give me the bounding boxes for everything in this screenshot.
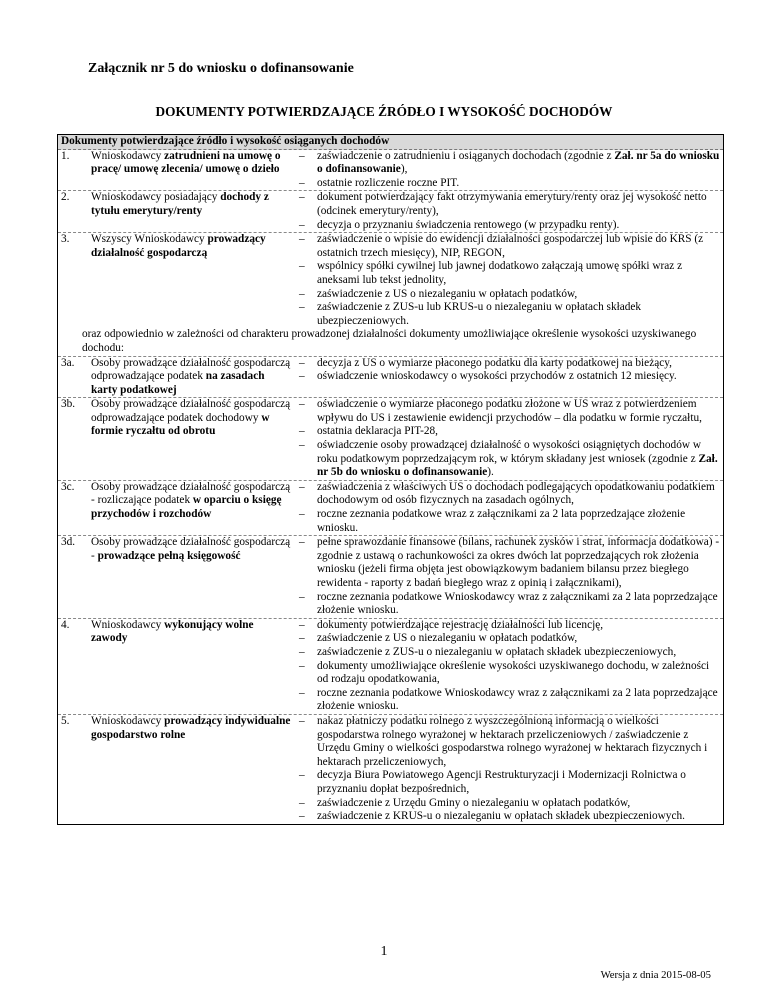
- document-text: zaświadczenie z ZUS-u lub KRUS-u o niezaleganiu w opłatach składek ubezpieczeniowych.: [317, 301, 642, 327]
- row-subject: [91, 191, 295, 232]
- document-text: oświadczenie o wymiarze płaconego podatku złożone w US wraz z potwierdzeniem wpływu do US i zestawienie ewidencji przychodów – dla podatku w formie ryczałtu,: [317, 398, 702, 424]
- subject-text: Wnioskodawcy posiadający: [91, 191, 221, 204]
- document-text: roczne zeznania podatkowe Wnioskodawcy wraz z załącznikami za 2 lata poprzedzające złożenie wniosku.: [317, 686, 718, 713]
- subject-text: Wszyscy Wnioskodawcy: [91, 233, 208, 246]
- subject-text: Osoby prowadzące działalność gospodarczą - rozliczające podatek: [91, 480, 291, 507]
- document-text: pełne sprawozdanie finansowe (bilans, rachunek zysków i strat, informacja dodatkowa) - zgodnie z ustawą o rachunkowości za okres dwóch lat poprzedzających rok złożenia wniosku (jeżeli firma objęta jest obowiązkowym badaniem bilansu przez biegłego rewidenta - raporty z badań biegłego wraz z opinią i załącznikami),: [317, 536, 720, 589]
- document-item: [295, 191, 720, 218]
- subject-text: Wnioskodawcy: [91, 714, 165, 727]
- row-number: 3b.: [61, 398, 76, 411]
- document-list: [295, 715, 720, 824]
- subject-bold-text: prowadzące pełną księgowość: [97, 549, 241, 562]
- row-number: 3d.: [61, 536, 76, 549]
- document-item: [295, 439, 720, 480]
- table-row: [58, 536, 723, 619]
- document-text: zaświadczenie z US o niezaleganiu w opłatach podatków,: [317, 287, 578, 300]
- row-documents: [295, 715, 723, 824]
- document-item: [295, 632, 720, 646]
- row-number: 3c.: [61, 480, 75, 493]
- table-row: [58, 715, 723, 824]
- row-number: 5.: [61, 714, 70, 727]
- row-subject: [91, 398, 295, 480]
- document-list: [295, 536, 720, 618]
- table-row: [58, 481, 723, 536]
- document-text: oświadczenie osoby prowadzącej działalność o wysokości osiągniętych dochodów w roku podatkowym poprzedzającym rok, w którym składany jest wniosek (zgodnie z: [317, 439, 701, 465]
- document-list: [295, 233, 720, 328]
- document-item: [295, 260, 720, 287]
- subject-text: Osoby prowadzące działalność gospodarczą odprowadzające podatek: [91, 356, 291, 383]
- subject-bold-text: w oparciu o księgę przychodów i rozchodów: [91, 494, 282, 521]
- document-bold-ref: Zał. nr 5b do wniosku o dofinansowanie: [317, 452, 718, 479]
- document-list: [295, 357, 720, 384]
- document-text: dokumenty potwierdzające rejestrację działalności lub licencję,: [317, 618, 604, 631]
- document-item: [295, 357, 720, 371]
- table-row: [58, 357, 723, 399]
- subject-text: Wnioskodawcy: [91, 149, 165, 162]
- document-item: [295, 150, 720, 177]
- document-text: wspólnicy spółki cywilnej lub jawnej dodatkowo załączają umowę spółki wraz z aneksami lub tekst jednolity,: [317, 260, 683, 286]
- document-item: [295, 288, 720, 302]
- document-text: nakaz płatniczy podatku rolnego z wyszczególnioną informacją o wielkości gospodarstwa rolnego wyrażonej w hektarach przeliczeniowych / zaświadczenie z Urzędu Gminy o wielkości gospodarstwa rolnego wyrażonej w hektarach fizycznych i hektarach przeliczeniowych,: [317, 714, 708, 768]
- subject-bold-text: prowadzący indywidualne gospodarstwo rolne: [91, 714, 291, 741]
- document-title: DOKUMENTY POTWIERDZAJĄCE ŹRÓDŁO I WYSOKOŚĆ DOCHODÓW: [155, 104, 613, 119]
- document-item: [295, 660, 720, 687]
- subject-bold-text: dochody z tytułu emerytury/renty: [91, 191, 269, 217]
- subject-bold-text: zatrudnieni na umowę o pracę/ umowę zlecenia/ umowę o dzieło: [91, 149, 281, 176]
- document-item: [295, 481, 720, 508]
- document-list: [295, 619, 720, 714]
- page-number: 1: [380, 944, 388, 959]
- row-subject: [91, 619, 295, 714]
- document-list: [295, 481, 720, 535]
- document-text: decyzja Biura Powiatowego Agencji Restrukturyzacji i Modernizacji Rolnictwa o przyznaniu dopłat bezpośrednich,: [317, 769, 686, 795]
- document-text: zaświadczenie z KRUS-u o niezaleganiu w opłatach składek ubezpieczeniowych.: [317, 810, 685, 823]
- row-number: 4.: [61, 618, 70, 631]
- document-item: [295, 810, 720, 824]
- table-row: [58, 398, 723, 481]
- document-text: roczne zeznania podatkowe Wnioskodawcy wraz z załącznikami za 2 lata poprzedzające złożenie wniosku.: [317, 590, 718, 617]
- row-number: 1.: [61, 149, 70, 162]
- document-item: [295, 370, 720, 384]
- documents-table: [57, 134, 724, 825]
- row-documents: [295, 481, 723, 535]
- subject-bold-text: na zasadach karty podatkowej: [91, 370, 265, 396]
- document-item: [295, 687, 720, 714]
- document-text: oświadczenie wnioskodawcy o wysokości przychodów z ostatnich 12 miesięcy.: [317, 370, 677, 383]
- subject-bold-text: w formie ryczałtu od obrotu: [91, 411, 270, 438]
- table-header: Dokumenty potwierdzające źródło i wysokość osiąganych dochodów: [58, 135, 723, 150]
- document-item: [295, 425, 720, 439]
- row-subject: [91, 233, 295, 328]
- document-text: dokumenty umożliwiające określenie wysokości uzyskiwanego dochodu, w zależności od rodzaju opodatkowania,: [317, 659, 710, 686]
- row-number: 3a.: [61, 356, 75, 369]
- subject-text: Osoby prowadzące działalność gospodarczą -: [91, 536, 291, 562]
- document-list: [295, 150, 720, 191]
- document-text: dokument potwierdzający fakt otrzymywania emerytury/renty oraz jej wysokość netto (odcinek emerytury/renty),: [317, 191, 707, 217]
- row-subject: [91, 357, 295, 398]
- document-item: [295, 177, 720, 191]
- row-subject: [91, 481, 295, 535]
- table-row: [58, 191, 723, 233]
- table-row: [58, 150, 723, 192]
- table-row: [58, 619, 723, 715]
- table-row: [58, 233, 723, 328]
- document-text: decyzja z US o wymiarze płaconego podatku dla karty podatkowej na bieżący,: [317, 356, 672, 369]
- document-text: zaświadczenie z Urzędu Gminy o niezaleganiu w opłatach podatków,: [317, 796, 631, 809]
- row-number: 2.: [61, 191, 70, 204]
- row-documents: [295, 619, 723, 714]
- document-text: zaświadczenie o wpisie do ewidencji działalności gospodarczej lub wpisie do KRS (z ostatnich trzech miesięcy), NIP, REGON,: [317, 233, 704, 259]
- document-item: [295, 508, 720, 535]
- subject-text: Wnioskodawcy: [91, 618, 165, 631]
- document-bold-ref: Zał. nr 5a do wniosku o dofinansowanie: [317, 149, 720, 176]
- document-list: [295, 398, 720, 480]
- row-subject: [91, 536, 295, 618]
- document-text-end: ),: [400, 163, 408, 176]
- row-documents: [295, 233, 723, 328]
- annex-title: Załącznik nr 5 do wniosku o dofinansowanie: [88, 61, 354, 76]
- document-text: ostatnia deklaracja PIT-28,: [317, 425, 438, 438]
- table-group-business: [58, 357, 723, 824]
- row-subject: [91, 150, 295, 191]
- document-item: [295, 715, 720, 769]
- document-list: [295, 191, 720, 232]
- subject-bold-text: wykonujący wolne zawody: [91, 618, 254, 645]
- document-text: zaświadczenie z US o niezaleganiu w opłatach podatków,: [317, 632, 578, 645]
- row-number: 3.: [61, 233, 70, 246]
- document-text: roczne zeznania podatkowe wraz z załącznikami za 2 lata poprzedzające złożenie wniosku.: [317, 508, 686, 534]
- row-documents: [295, 150, 723, 191]
- document-item: [295, 219, 720, 233]
- document-text: zaświadczenie z ZUS-u o niezaleganiu w opłatach składek ubezpieczeniowych,: [317, 645, 677, 658]
- document-text: zaświadczenia z właściwych US o dochodach podlegających opodatkowaniu podatkiem dochodowym od osób fizycznych na zasadach ogólnych,: [317, 480, 715, 507]
- document-item: [295, 646, 720, 660]
- document-item: [295, 591, 720, 618]
- document-item: [295, 619, 720, 633]
- version-label: Wersja z dnia 2015-08-05: [600, 969, 711, 981]
- document-item: [295, 769, 720, 796]
- document-item: [295, 301, 720, 328]
- subject-text: Osoby prowadzące działalność gospodarczą odprowadzające podatek dochodowy: [91, 398, 291, 424]
- row-subject: [91, 715, 295, 824]
- document-item: [295, 797, 720, 811]
- table-group-general: [58, 150, 723, 329]
- row-documents: [295, 357, 723, 398]
- document-text: zaświadczenie o zatrudnieniu i osiąganych dochodach (zgodnie z: [317, 149, 615, 162]
- document-text: decyzja o przyznaniu świadczenia rentowego (w przypadku renty).: [317, 218, 620, 231]
- document-item: [295, 398, 720, 425]
- subject-bold-text: prowadzący działalność gospodarczą: [91, 233, 266, 259]
- row-documents: [295, 536, 723, 618]
- document-text-end: ).: [487, 466, 494, 479]
- row-documents: [295, 398, 723, 480]
- row-documents: [295, 191, 723, 232]
- table-intro-text: oraz odpowiednio w zależności od charakteru prowadzonej działalności dokumenty umożliwiające określenie wysokości uzyskiwanego dochodu:: [58, 328, 723, 356]
- document-item: [295, 233, 720, 260]
- document-text: ostatnie rozliczenie roczne PIT.: [317, 176, 460, 189]
- document-item: [295, 536, 720, 590]
